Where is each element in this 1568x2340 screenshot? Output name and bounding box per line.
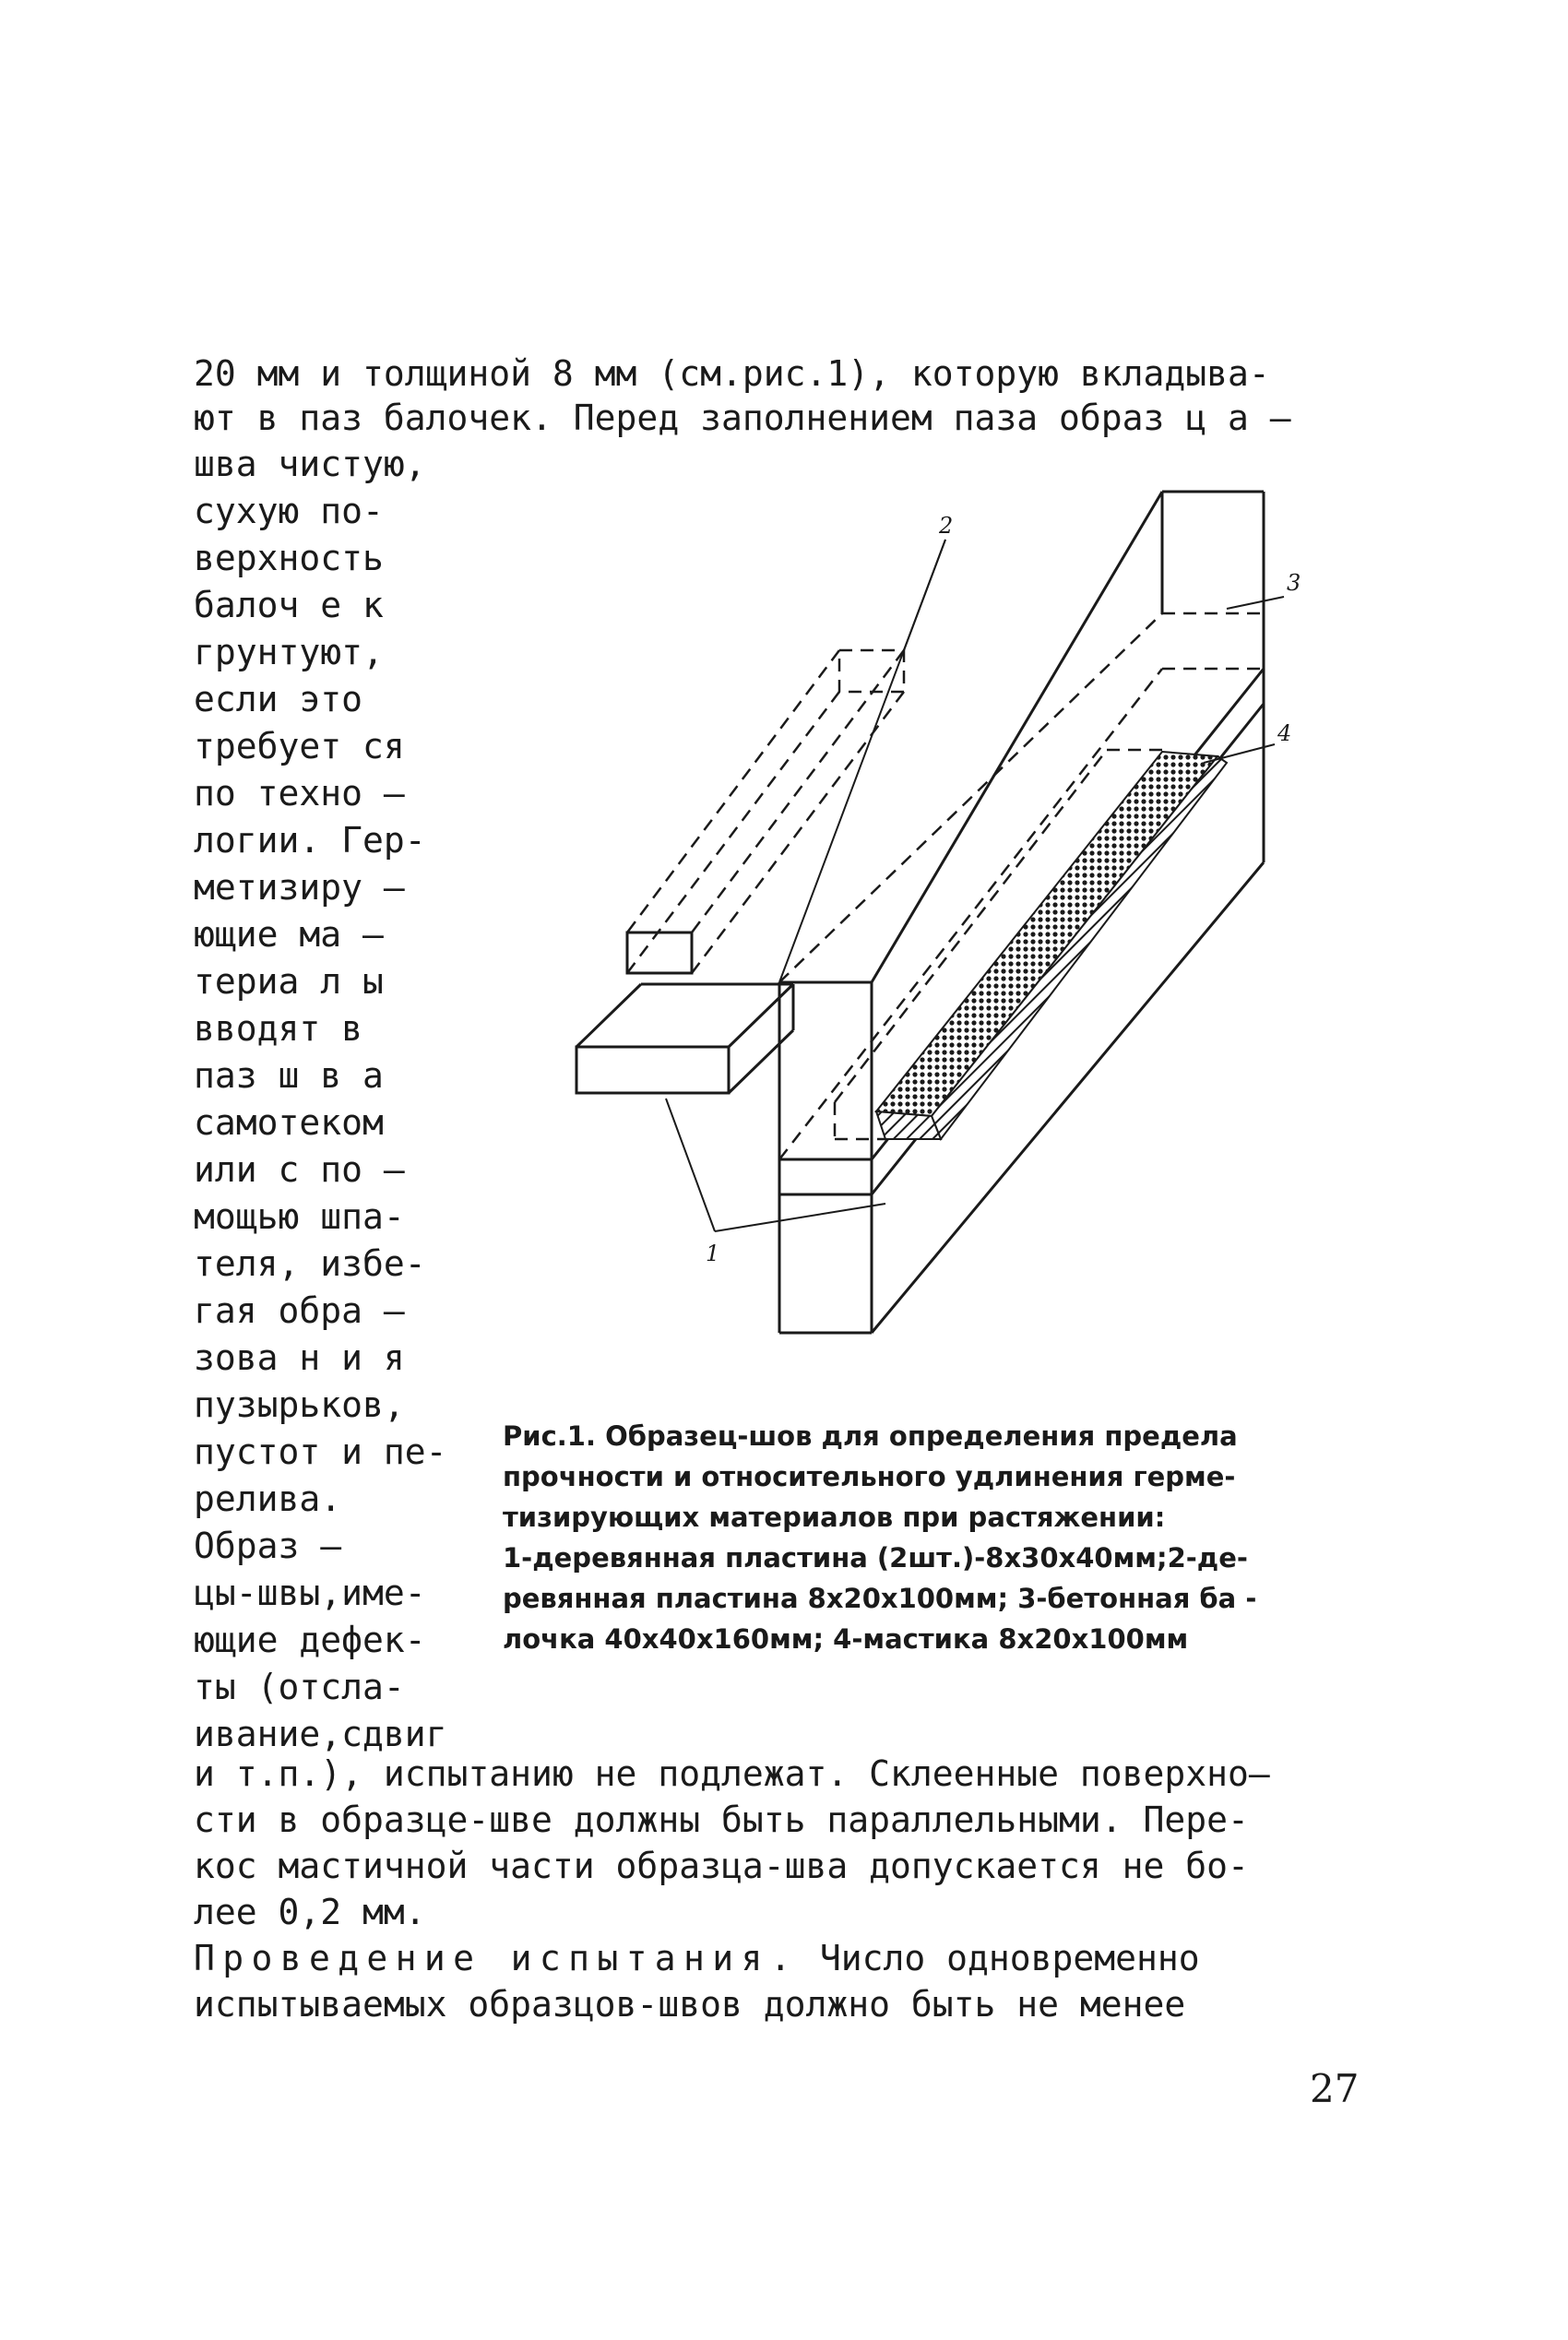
label-3: 3 xyxy=(1287,570,1301,596)
text-line: логии. Гер- xyxy=(194,820,426,861)
mastic xyxy=(876,752,1227,1139)
page-number: 27 xyxy=(1310,2066,1360,2111)
text-line: ивание,сдвиг xyxy=(194,1714,447,1754)
text-line: требует ся xyxy=(194,726,405,766)
figure-caption xyxy=(503,1416,1360,1659)
text-line: шва чистую, xyxy=(194,444,426,484)
label-4: 4 xyxy=(1277,720,1292,746)
text-line: ющие ма – xyxy=(194,914,384,955)
text-line: ют в паз балочек. Перед заполнением паза образ ц а – xyxy=(194,398,1291,438)
text-line: по техно – xyxy=(194,773,405,814)
wooden-plate-long xyxy=(627,650,904,973)
caption-line: Рис.1. Образец-шов для определения предела xyxy=(503,1420,1238,1452)
text-line xyxy=(194,1935,1379,1981)
text-line: пустот и пе- xyxy=(194,1431,447,1472)
text-line: верхность xyxy=(194,538,384,578)
text-line: сти в образце-шве должны быть параллельными. Пере- xyxy=(194,1800,1249,1840)
text-line: балоч е к xyxy=(194,585,384,625)
text-line: гая обра – xyxy=(194,1290,405,1331)
section-heading: Проведение испытания. xyxy=(194,1938,799,1978)
text-line: ты (отсла- xyxy=(194,1667,405,1707)
text-line: цы-швы,име- xyxy=(194,1573,426,1613)
text-line: кос мастичной части образца-шва допускается не бо- xyxy=(194,1846,1249,1886)
caption-line: 1-деревянная пластина (2шт.)-8х30х40мм;2-де- xyxy=(503,1542,1248,1574)
text-line: Образ – xyxy=(194,1526,342,1566)
wooden-plate-long-end xyxy=(627,932,692,973)
text-line: сухую по- xyxy=(194,491,384,531)
caption-line: лочка 40х40х160мм; 4-мастика 8х20х100мм xyxy=(503,1623,1189,1655)
text-line: испытываемых образцов-швов должно быть не менее xyxy=(194,1984,1186,2025)
text-line: 20 мм и толщиной 8 мм (см.рис.1), которую вкладыва- xyxy=(194,353,1270,394)
text-line: териа л ы xyxy=(194,961,384,1002)
concrete-beam xyxy=(779,492,1264,1333)
text-line: пузырьков, xyxy=(194,1384,405,1425)
text-line: лее 0,2 мм. xyxy=(194,1892,426,1932)
label-2: 2 xyxy=(939,513,954,539)
text-line: теля, избе- xyxy=(194,1243,426,1284)
text-line: метизиру – xyxy=(194,867,405,908)
text-line: паз ш в а xyxy=(194,1055,384,1096)
wooden-plate-small xyxy=(576,984,793,1093)
text-line: мощью шпа- xyxy=(194,1196,405,1237)
text-line: грунтуют, xyxy=(194,632,384,672)
text-line: ющие дефек- xyxy=(194,1620,426,1660)
text-line: если это xyxy=(194,679,363,719)
text-line: или с по – xyxy=(194,1149,405,1190)
caption-line: прочности и относительного удлинения герме- xyxy=(503,1461,1236,1492)
text-line: и т.п.), испытанию не подлежат. Склеенные поверхно– xyxy=(194,1753,1270,1794)
section-text: Число одновременно xyxy=(799,1938,1200,1978)
label-1: 1 xyxy=(706,1241,720,1266)
text-line: вводят в xyxy=(194,1008,363,1049)
text-line: релива. xyxy=(194,1479,342,1519)
specimen-diagram xyxy=(498,503,1301,1379)
text-line: зова н и я xyxy=(194,1337,405,1378)
caption-line: ревянная пластина 8х20х100мм; 3-бетонная ба - xyxy=(503,1583,1257,1614)
caption-line: тизирующих материалов при растяжении: xyxy=(503,1502,1166,1533)
beam-hidden-edges xyxy=(779,613,1264,1159)
text-line: самотеком xyxy=(194,1102,384,1143)
